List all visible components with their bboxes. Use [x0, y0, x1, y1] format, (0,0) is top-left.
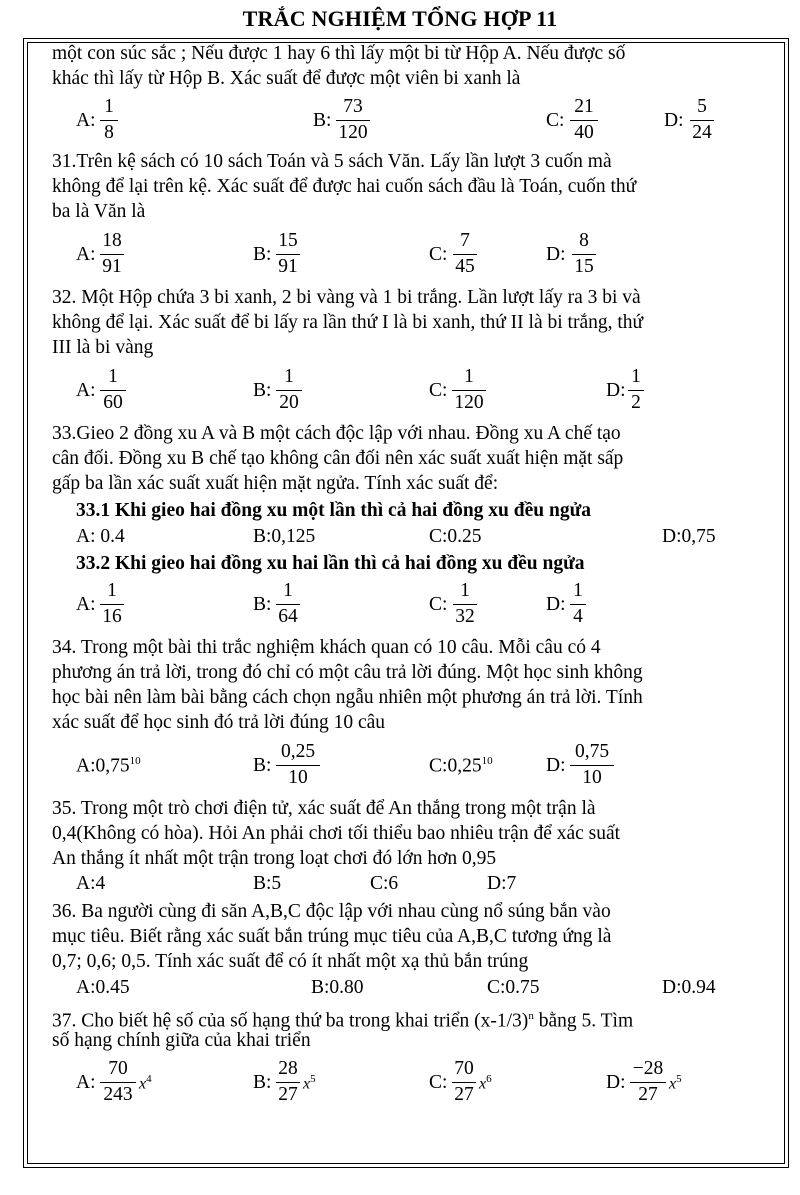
q34-line-3: học bài nên làm bài bằng cách chọn ngẫu nhiên một phương án trả lời. Tính [52, 687, 643, 708]
q36-option-a[interactable]: A:0.45 [76, 977, 130, 998]
q32-line-3: III là bi vàng [52, 337, 154, 358]
q32-line-1: 32. Một Hộp chứa 3 bi xanh, 2 bi vàng và 1 bi trắng. Lần lượt lấy ra 3 bi và [52, 287, 641, 308]
q33-line-3: gấp ba lần xác suất xuất hiện mặt ngửa. Tính xác suất để: [52, 473, 499, 494]
q33-2-heading: 33.2 Khi gieo hai đồng xu hai lần thì cả hai đồng xu đều ngửa [76, 553, 585, 574]
page-title: TRẮC NGHIỆM TỔNG HỢP 11 [242, 6, 558, 31]
q35-option-d[interactable]: D:7 [487, 873, 517, 894]
q34-line-1: 34. Trong một bài thi trắc nghiệm khách quan có 10 câu. Mỗi câu có 4 [52, 637, 601, 658]
q35-line-1: 35. Trong một trò chơi điện tử, xác suất để An thắng trong một trận là [52, 798, 596, 819]
q31-line-1: 31.Trên kệ sách có 10 sách Toán và 5 sách Văn. Lấy lần lượt 3 cuốn mà [52, 151, 612, 172]
q35-line-3: An thắng ít nhất một trận trong loạt chơi đó lớn hơn 0,95 [52, 848, 497, 869]
q35-option-c[interactable]: C:6 [370, 873, 399, 894]
q34-option-a[interactable]: A:0,75$^{10}$ [76, 755, 141, 777]
q35-option-b[interactable]: B:5 [253, 873, 282, 894]
q35-option-a[interactable]: A:4 [76, 873, 106, 894]
q33-1-option-b[interactable]: B:0,125 [253, 526, 316, 547]
q33-1-heading: 33.1 Khi gieo hai đồng xu một lần thì cả hai đồng xu đều ngửa [76, 500, 592, 521]
q30-line-1: một con súc sắc ; Nếu được 1 hay 6 thì lấy một bi từ Hộp A. Nếu được số [52, 43, 626, 64]
q37-line-2: số hạng chính giữa của khai triển [52, 1030, 311, 1051]
q34-line-2: phương án trả lời, trong đó chỉ có một câu trả lời đúng. Một học sinh không [52, 662, 643, 683]
q33-1-option-c[interactable]: C:0.25 [429, 526, 482, 547]
q30-line-2: khác thì lấy từ Hộp B. Xác suất để được một viên bi xanh là [52, 68, 521, 89]
q33-1-option-a[interactable]: A: 0.4 [76, 526, 125, 547]
q32-line-2: không để lại. Xác suất để bi lấy ra lần thứ I là bi xanh, thứ II là bi trắng, thứ [52, 312, 644, 333]
q31-line-3: ba là Văn là [52, 201, 146, 222]
q36-option-c[interactable]: C:0.75 [487, 977, 540, 998]
q33-1-option-d[interactable]: D:0,75 [662, 526, 716, 547]
q34-line-4: xác suất để học sinh đó trả lời đúng 10 câu [52, 712, 386, 733]
q34-option-c[interactable]: C:0,25$^{10}$ [429, 755, 493, 777]
q37-line-1: 37. Cho biết hệ số của số hạng thứ ba trong khai triển $(x-1/3)^n$ bằng 5. Tìm [52, 1010, 634, 1032]
q35-line-2: 0,4(Không có hòa). Hỏi An phải chơi tối thiểu bao nhiêu trận để xác suất [52, 823, 621, 844]
q36-option-b[interactable]: B:0.80 [311, 977, 364, 998]
q36-option-d[interactable]: D:0.94 [662, 977, 716, 998]
q36-line-3: 0,7; 0,6; 0,5. Tính xác suất để có ít nhất một xạ thủ bắn trúng [52, 951, 529, 972]
q33-line-2: cân đối. Đồng xu B chế tạo không cân đối nên xác suất xuất hiện mặt sấp [52, 448, 624, 469]
q36-line-2: mục tiêu. Biết rằng xác suất bắn trúng mục tiêu của A,B,C tương ứng là [52, 926, 612, 947]
q33-line-1: 33.Gieo 2 đồng xu A và B một cách độc lập với nhau. Đồng xu A chế tạo [52, 423, 621, 444]
q36-line-1: 36. Ba người cùng đi săn A,B,C độc lập với nhau cùng nổ súng bắn vào [52, 901, 611, 922]
q31-line-2: không để lại trên kệ. Xác suất để được hai cuốn sách đầu là Toán, cuốn thứ [52, 176, 637, 197]
